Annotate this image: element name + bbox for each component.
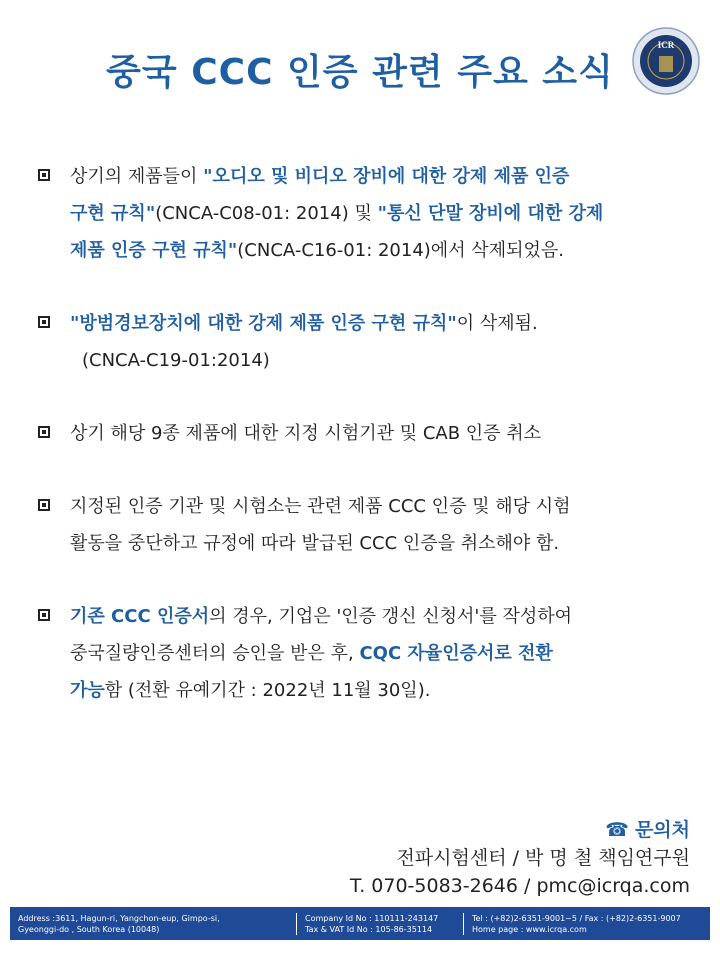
page-title: 중국 CCC 인증 관련 주요 소식 bbox=[106, 52, 614, 93]
news-item bbox=[38, 158, 698, 269]
highlight-text: 가능 bbox=[70, 680, 105, 701]
logo-text: ICR bbox=[657, 40, 675, 50]
contact-block bbox=[350, 816, 690, 900]
highlight-text: 기존 CCC 인증서 bbox=[70, 606, 210, 627]
square-bullet-icon bbox=[38, 609, 50, 621]
contact-label: 문의처 bbox=[634, 819, 690, 841]
highlight-text: "오디오 및 비디오 장비에 대한 강제 제품 인증 bbox=[203, 166, 570, 187]
highlight-text: "통신 단말 장비에 대한 강제 bbox=[377, 203, 604, 224]
news-line bbox=[70, 195, 698, 232]
news-item bbox=[38, 415, 698, 452]
body-text: (CNCA-C16-01: 2014)에서 삭제되었음. bbox=[237, 240, 564, 261]
body-text: (CNCA-C19-01:2014) bbox=[82, 350, 270, 371]
body-text: 중국질량인증센터의 승인을 받은 후, bbox=[70, 643, 360, 664]
highlight-text: 제품 인증 구현 규칙" bbox=[70, 240, 238, 261]
news-line bbox=[70, 635, 698, 672]
phone-icon: ☎ bbox=[605, 819, 629, 841]
body-text: 함 (전환 유예기간 : 2022년 11월 30일). bbox=[104, 680, 431, 701]
contact-phone-email: T. 070-5083-2646 / pmc@icrqa.com bbox=[349, 875, 690, 897]
square-bullet-icon bbox=[38, 426, 50, 438]
body-text: 의 경우, 기업은 '인증 갱신 신청서'를 작성하여 bbox=[209, 606, 573, 627]
highlight-text: 구현 규칙" bbox=[70, 203, 156, 224]
highlight-text: "방범경보장치에 대한 강제 제품 인증 구현 규칙" bbox=[70, 313, 457, 334]
footer-company-ids: Company Id No : 110111-243147 Tax & VAT Id No : 105-86-35114 bbox=[297, 913, 464, 935]
body-text: 지정된 인증 기관 및 시험소는 관련 제품 CCC 인증 및 해당 시험 bbox=[70, 496, 571, 517]
square-bullet-icon bbox=[38, 499, 50, 511]
square-bullet-icon bbox=[38, 316, 50, 328]
body-text: 상기 해당 9종 제품에 대한 지정 시험기관 및 CAB 인증 취소 bbox=[70, 423, 542, 444]
news-line bbox=[70, 598, 698, 635]
square-bullet-icon bbox=[38, 169, 50, 181]
news-line bbox=[70, 672, 698, 709]
body-text: 이 삭제됨. bbox=[456, 313, 538, 334]
news-line bbox=[70, 158, 698, 195]
news-line bbox=[70, 488, 698, 525]
footer-address: Address :3611, Hagun-ri, Yangchon-eup, Gimpo-si, Gyeonggi-do , South Korea (10048) bbox=[10, 913, 297, 935]
news-item bbox=[38, 305, 698, 379]
contact-person: 전파시험센터 / 박 명 철 책임연구원 bbox=[396, 847, 690, 869]
body-text: 활동을 중단하고 규정에 따라 발급된 CCC 인증을 취소해야 함. bbox=[70, 533, 560, 554]
highlight-text: CQC 자율인증서로 전환 bbox=[359, 643, 553, 664]
body-text: 상기의 제품들이 bbox=[70, 166, 204, 187]
body-text: (CNCA-C08-01: 2014) 및 bbox=[155, 203, 378, 224]
news-item bbox=[38, 488, 698, 562]
news-line bbox=[70, 525, 698, 562]
news-line bbox=[70, 342, 698, 379]
footer-contact: Tel : (+82)2-6351-9001~5 / Fax : (+82)2-6351-9007 Home page : www.icrqa.com bbox=[472, 913, 681, 934]
news-line bbox=[70, 305, 698, 342]
footer-bar bbox=[10, 907, 710, 940]
icr-logo bbox=[631, 26, 701, 96]
news-list bbox=[38, 158, 698, 745]
news-line bbox=[70, 415, 698, 452]
news-item bbox=[38, 598, 698, 709]
news-line bbox=[70, 232, 698, 269]
